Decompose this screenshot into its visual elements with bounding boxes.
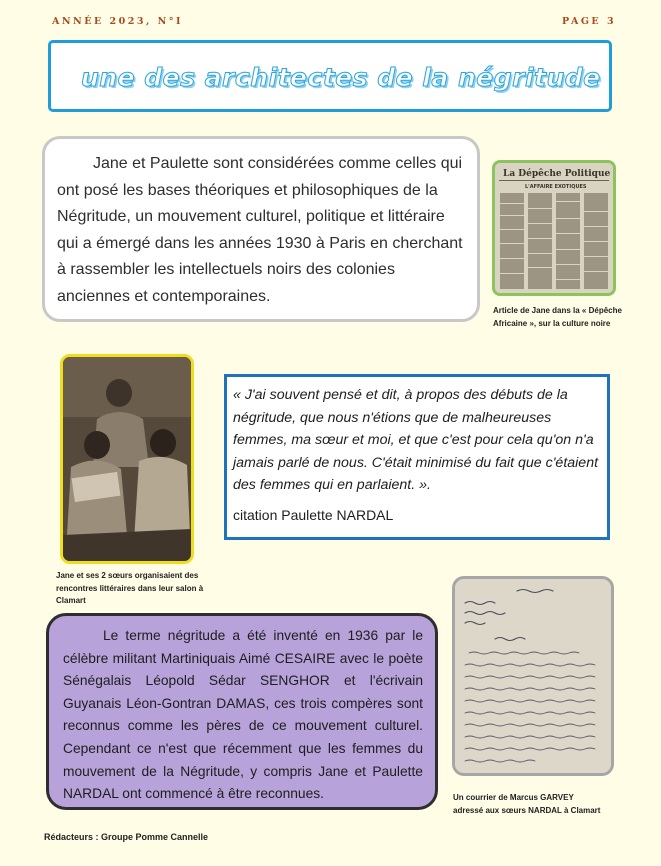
newspaper-subhead: L'AFFAIRE EXOTIQUES	[525, 184, 587, 190]
newspaper-masthead: La Dépêche Politique	[503, 169, 611, 179]
sisters-illustration	[63, 357, 191, 561]
intro-text: Jane et Paulette sont considérées comme celles qui ont posé les bases théoriques et philosophiques de la Négritude, un mouvement culturel, politique et littéraire qui a émergé dans les années 1930 à Paris en cherchant à rassembler les intellectuels noirs des colonies anciennes et contemporaines.	[57, 155, 463, 305]
history-paragraph	[63, 625, 423, 806]
letter-photo	[452, 576, 614, 776]
newspaper-article-image	[492, 160, 616, 296]
history-text: Le terme négritude a été inventé en 1936 par le célèbre militant Martiniquais Aimé CESAIRE avec le poète Sénégalais Léopold Sédar SENGHOR et l'écrivain Guyanais Léon-Gontran DAMAS, ces trois compères sont reconnus comme les pères de ce mouvement culturel. Cependant ce n'est que récemment que les femmes du mouvement de la Négritude, y compris Jane et Paulette NARDAL ont commencé à être reconnues.	[63, 628, 423, 802]
sisters-photo	[60, 354, 194, 564]
page-number: PAGE 3	[562, 16, 617, 27]
title-banner	[48, 40, 612, 112]
footer-credits: Rédacteurs : Groupe Pomme Cannelle	[44, 832, 209, 842]
issue-label: ANNÉE 2023, N°I	[52, 16, 183, 27]
newspaper-illustration	[495, 163, 613, 293]
letter-caption: Un courrier de Marcus GARVEY adressé aux sœurs NARDAL à Clamart	[453, 793, 601, 815]
article-caption: Article de Jane dans la « Dépêche Africaine », sur la culture noire	[493, 306, 622, 328]
quote-panel	[224, 374, 610, 540]
intro-paragraph	[57, 151, 465, 310]
letter-illustration	[455, 579, 611, 773]
quote-attribution: citation Paulette NARDAL	[233, 506, 394, 523]
quote-text: « J'ai souvent pensé et dit, à propos des débuts de la négritude, que nous n'étions que de malheureuses femmes, ma sœur et moi, et que c'est pour cela qu'on n'a jamais parlé de nous. C'était minimisé du fait que c'étaient des femmes qui en parlaient. ».	[233, 387, 599, 493]
intro-panel	[42, 136, 480, 322]
page-title: une des architectes de la négritude	[81, 63, 601, 92]
history-panel	[46, 613, 438, 810]
sisters-caption: Jane et ses 2 sœurs organisaient des rencontres littéraires dans leur salon à Clamart	[56, 571, 204, 605]
